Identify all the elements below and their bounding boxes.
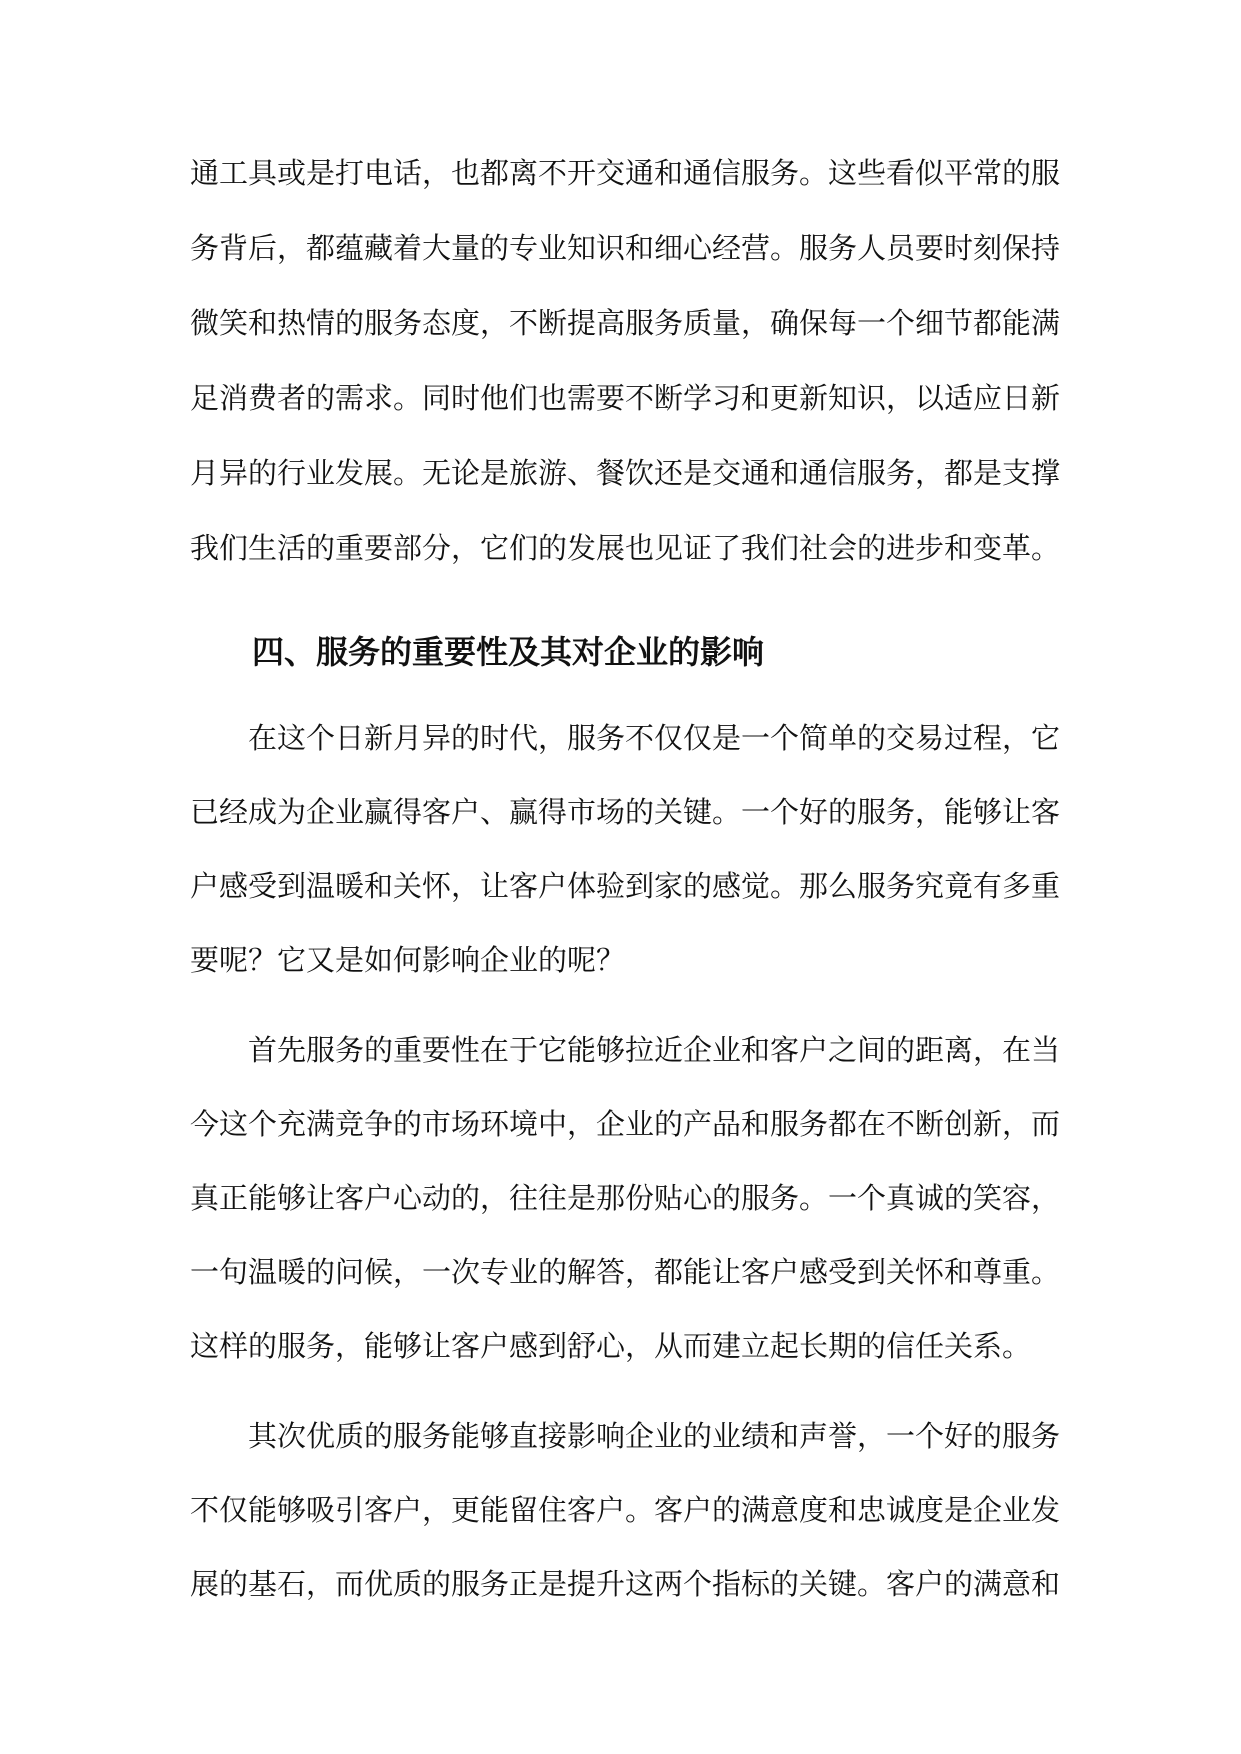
paragraph-line: 不仅能够吸引客户，更能留住客户。客户的满意度和忠诚度是企业发 [190, 1493, 1061, 1527]
paragraph-line: 已经成为企业赢得客户、赢得市场的关键。一个好的服务，能够让客 [190, 795, 1061, 829]
paragraph-line: 真正能够让客户心动的，往往是那份贴心的服务。一个真诚的笑容， [190, 1181, 1061, 1215]
paragraph-line: 微笑和热情的服务态度，不断提高服务质量，确保每一个细节都能满 [190, 306, 1061, 340]
section-heading: 四、服务的重要性及其对企业的影响 [252, 633, 765, 671]
paragraph-line: 务背后，都蕴藏着大量的专业知识和细心经营。服务人员要时刻保持 [190, 231, 1061, 265]
paragraph-line: 其次优质的服务能够直接影响企业的业绩和声誉，一个好的服务 [248, 1419, 1061, 1453]
paragraph-line: 月异的行业发展。无论是旅游、餐饮还是交通和通信服务，都是支撑 [190, 456, 1061, 490]
paragraph-line: 今这个充满竞争的市场环境中，企业的产品和服务都在不断创新，而 [190, 1107, 1061, 1141]
paragraph-line: 户感受到温暖和关怀，让客户体验到家的感觉。那么服务究竟有多重 [190, 869, 1061, 903]
paragraph-line: 我们生活的重要部分，它们的发展也见证了我们社会的进步和变革。 [190, 531, 1061, 565]
paragraph-line: 要呢？它又是如何影响企业的呢？ [190, 943, 626, 977]
paragraph-line: 足消费者的需求。同时他们也需要不断学习和更新知识，以适应日新 [190, 381, 1061, 415]
paragraph-line: 展的基石，而优质的服务正是提升这两个指标的关键。客户的满意和 [190, 1567, 1061, 1601]
paragraph-line: 这样的服务，能够让客户感到舒心，从而建立起长期的信任关系。 [190, 1329, 1032, 1363]
paragraph-line: 一句温暖的问候，一次专业的解答，都能让客户感受到关怀和尊重。 [190, 1255, 1061, 1289]
paragraph-line: 在这个日新月异的时代，服务不仅仅是一个简单的交易过程，它 [248, 721, 1061, 755]
paragraph-line: 通工具或是打电话，也都离不开交通和通信服务。这些看似平常的服 [190, 156, 1061, 190]
paragraph-line: 首先服务的重要性在于它能够拉近企业和客户之间的距离，在当 [248, 1033, 1061, 1067]
